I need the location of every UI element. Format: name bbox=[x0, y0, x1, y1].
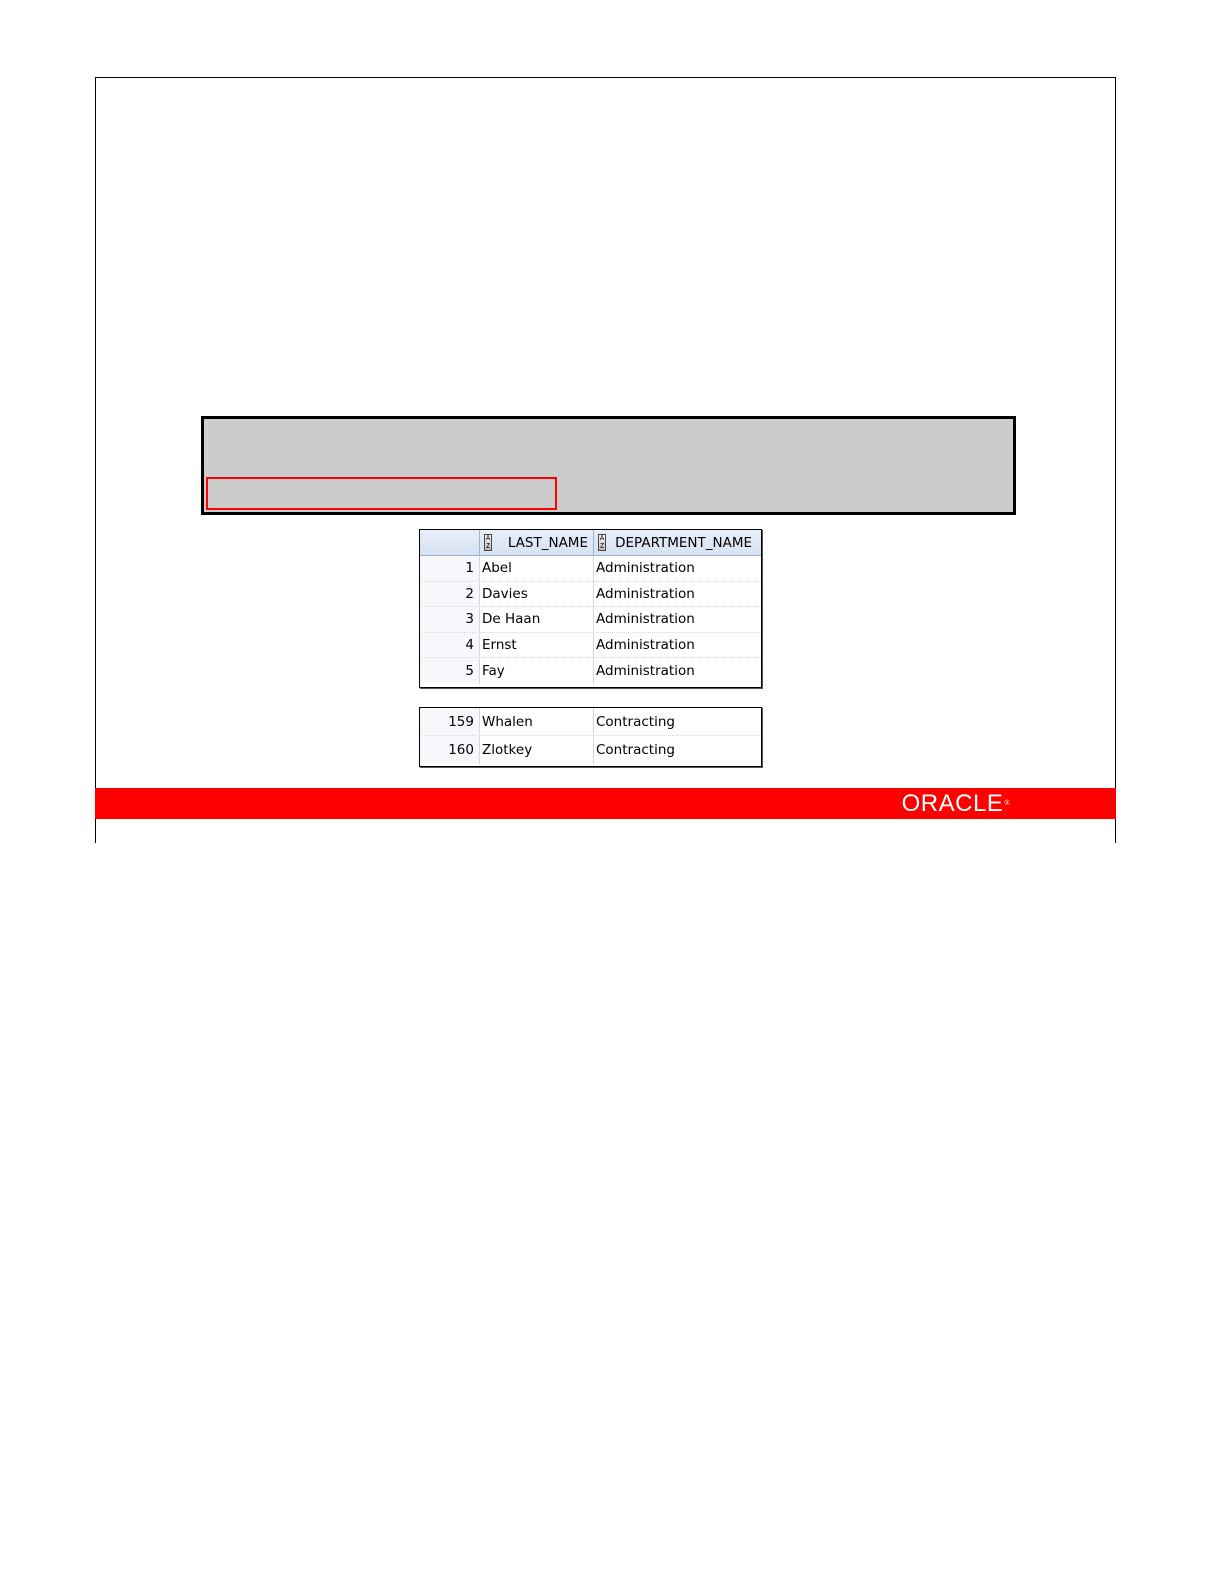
sort-icon[interactable]: A Z bbox=[599, 534, 605, 550]
department-name-cell[interactable]: Administration bbox=[596, 663, 695, 680]
row-number: 4 bbox=[420, 633, 480, 658]
logo-text: ORACLE bbox=[901, 790, 1004, 817]
table-row[interactable] bbox=[420, 607, 761, 633]
grid-header-row bbox=[420, 530, 761, 556]
last-name-cell[interactable]: Zlotkey bbox=[480, 736, 594, 764]
table-row[interactable] bbox=[420, 556, 761, 582]
department-name-cell[interactable]: Contracting bbox=[596, 742, 675, 758]
row-number-header bbox=[420, 530, 480, 555]
last-name-cell[interactable]: De Haan bbox=[480, 607, 594, 632]
table-row[interactable] bbox=[420, 708, 761, 736]
row-number: 5 bbox=[420, 658, 480, 684]
last-name-cell[interactable]: Ernst bbox=[480, 633, 594, 658]
oracle-logo bbox=[902, 790, 1010, 817]
department-name-cell[interactable]: Administration bbox=[596, 560, 695, 577]
results-grid-bottom bbox=[419, 707, 762, 767]
row-number: 160 bbox=[420, 736, 480, 764]
row-number: 159 bbox=[420, 708, 480, 735]
code-highlight-box bbox=[206, 477, 557, 510]
table-row[interactable] bbox=[420, 736, 761, 764]
last-name-cell[interactable]: Whalen bbox=[480, 708, 594, 735]
last-name-cell[interactable]: Fay bbox=[480, 658, 594, 684]
column-header-last-name[interactable] bbox=[480, 530, 594, 555]
row-number: 1 bbox=[420, 556, 480, 581]
footer-bar bbox=[95, 788, 1116, 819]
table-row[interactable] bbox=[420, 582, 761, 608]
row-number: 2 bbox=[420, 582, 480, 607]
row-number: 3 bbox=[420, 607, 480, 632]
last-name-cell[interactable]: Davies bbox=[480, 582, 594, 607]
sort-icon[interactable]: A Z bbox=[485, 534, 491, 550]
table-row[interactable] bbox=[420, 633, 761, 659]
table-row[interactable] bbox=[420, 658, 761, 684]
results-grid-top bbox=[419, 529, 762, 688]
column-header-department-name[interactable] bbox=[594, 530, 759, 555]
department-name-cell[interactable]: Contracting bbox=[596, 713, 675, 730]
department-name-cell[interactable]: Administration bbox=[596, 585, 695, 602]
department-name-cell[interactable]: Administration bbox=[596, 611, 695, 628]
registered-mark: ® bbox=[1004, 800, 1010, 807]
department-name-cell[interactable]: Administration bbox=[596, 637, 695, 654]
column-header-label: LAST_NAME bbox=[507, 534, 588, 551]
last-name-cell[interactable]: Abel bbox=[480, 556, 594, 581]
column-header-label: DEPARTMENT_NAME bbox=[615, 534, 752, 551]
